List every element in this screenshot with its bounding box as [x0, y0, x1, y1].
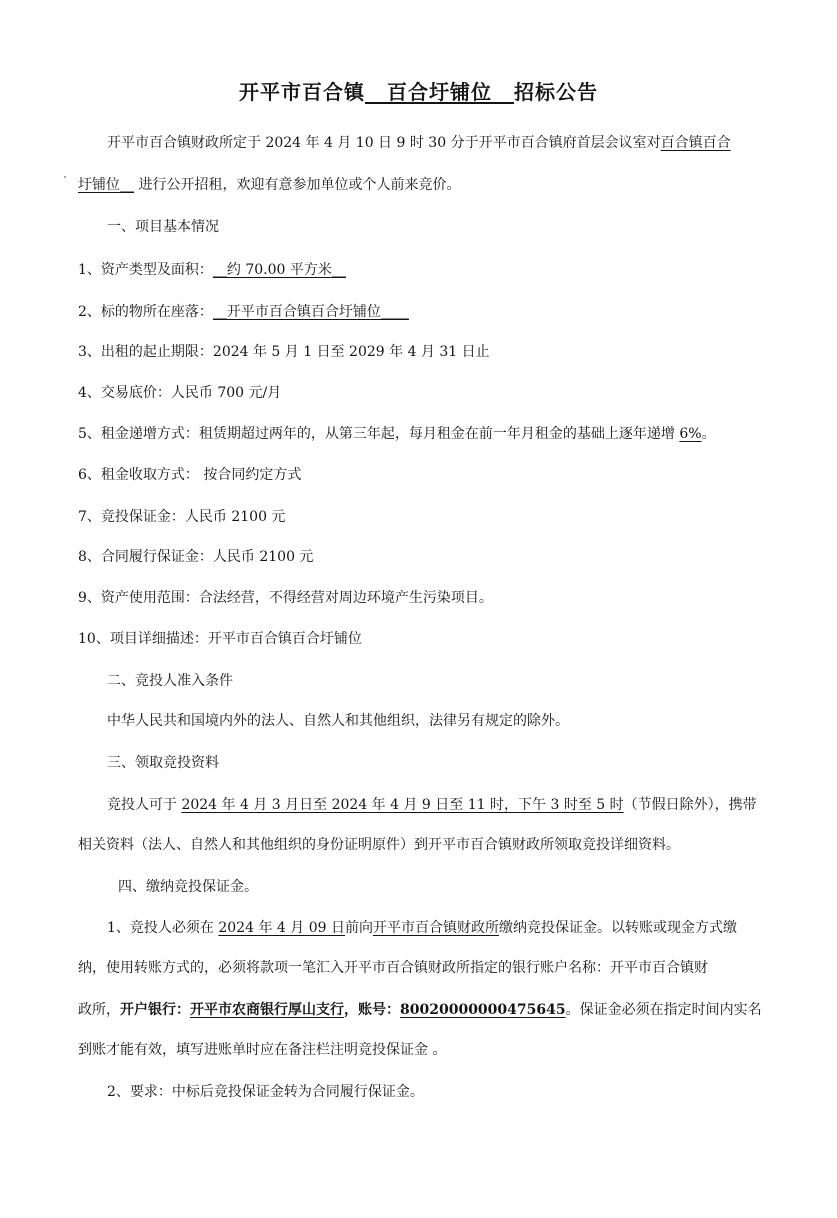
s4-para-4: 到账才能有效，填写进账单时应在备注栏注明竞投保证金 。 — [78, 1042, 447, 1058]
item-4: 4、交易底价：人民币 700 元/月 — [78, 385, 282, 401]
title-blank: __百合圩铺位__ — [365, 80, 514, 104]
s4-requirement: 2、要求：中标后竞投保证金转为合同履行保证金。 — [107, 1084, 424, 1100]
item-5-end: 。 — [701, 426, 716, 442]
section-4-heading: 四、缴纳竞投保证金。 — [118, 879, 258, 895]
item-2-value: __开平市百合镇百合圩铺位____ — [212, 304, 409, 320]
bank-label: 开户银行： — [120, 1002, 190, 1018]
section-3-heading: 三、领取竞投资料 — [107, 755, 219, 771]
section-2-heading: 二、竞投人准入条件 — [107, 673, 233, 689]
item-10: 10、项目详细描述：开平市百合镇百合圩铺位 — [78, 631, 362, 647]
s4-para-2: 纳，使用转账方式的，必须将款项一笔汇入开平市百合镇财政所指定的银行账户名称：开平市百合镇财 — [78, 960, 708, 976]
account-label: ，账号： — [344, 1002, 400, 1018]
item-9: 9、资产使用范围：合法经营，不得经营对周边环境产生污染项目。 — [78, 590, 493, 606]
s4-para-1 — [107, 918, 737, 938]
item-5-rate: 6% — [679, 426, 702, 442]
title-part2: 招标公告 — [514, 80, 598, 104]
intro-line-1 — [107, 133, 731, 153]
item-2 — [78, 302, 409, 322]
section-1-heading: 一、项目基本情况 — [107, 219, 219, 235]
item-6: 6、租金收取方式： 按合同约定方式 — [78, 467, 302, 483]
item-3: 3、出租的起止期限：2024 年 5 月 1 日至 2029 年 4 月 31 日止 — [78, 344, 490, 360]
item-5 — [78, 424, 716, 444]
title-part1: 开平市百合镇 — [239, 80, 365, 104]
item-2-label: 2、标的物所在座落： — [78, 304, 213, 320]
s4-para-3 — [78, 1000, 762, 1020]
intro-underline-2: 圩铺位__ — [78, 177, 134, 193]
intro-line-2 — [78, 175, 460, 195]
intro-text-1: 开平市百合镇财政所定于 2024 年 4 月 10 日 9 时 30 分于开平市百合镇府首层会议室对 — [107, 135, 661, 151]
item-1 — [78, 260, 346, 280]
section-3-body-line-2: 相关资料（法人、自然人和其他组织的身份证明原件）到开平市百合镇财政所领取竞投详细资料。 — [78, 837, 680, 853]
s4-office: 开平市百合镇财政所 — [372, 920, 499, 936]
s4-text-p3c: 。保证金必须在指定时间内实名 — [565, 1002, 762, 1018]
bank-name: 开平市农商银行厚山支行 — [190, 1002, 344, 1018]
item-8: 8、合同履行保证金：人民币 2100 元 — [78, 549, 314, 565]
s4-text-a: 1、竞投人必须在 — [107, 920, 219, 936]
s3-dates: 2024 年 4 月 3 月日至 2024 年 4 月 9 日至 11 时，下午 3 时至 5 时 — [181, 797, 624, 813]
s4-text-b: 前向 — [344, 920, 373, 936]
section-3-body-line-1 — [107, 795, 757, 815]
s4-deadline: 2024 年 4 月 09 日 — [218, 920, 345, 936]
page-title — [0, 76, 837, 105]
item-1-value: __约 70.00 平方米__ — [212, 262, 346, 278]
item-5-text: 5、租金递增方式：租赁期超过两年的，从第三年起，每月租金在前一年月租金的基础上逐年递增 — [78, 426, 680, 442]
s3-text-b: （节假日除外），携带 — [623, 797, 757, 813]
item-1-label: 1、资产类型及面积： — [78, 262, 213, 278]
account-number: 80020000000475645 — [400, 1002, 566, 1018]
item-7: 7、竞投保证金：人民币 2100 元 — [78, 509, 286, 525]
section-2-body: 中华人民共和国境内外的法人、自然人和其他组织，法律另有规定的除外。 — [107, 713, 569, 729]
intro-text-2: 进行公开招租，欢迎有意参加单位或个人前来竞价。 — [134, 177, 461, 193]
scan-speck — [64, 176, 66, 178]
s4-text-p3a: 政所， — [78, 1002, 120, 1018]
s3-text-a: 竞投人可于 — [107, 797, 182, 813]
intro-underline-1: 百合镇百合 — [660, 135, 731, 151]
s4-text-c: 缴纳竞投保证金。以转账或现金方式缴 — [498, 920, 737, 936]
